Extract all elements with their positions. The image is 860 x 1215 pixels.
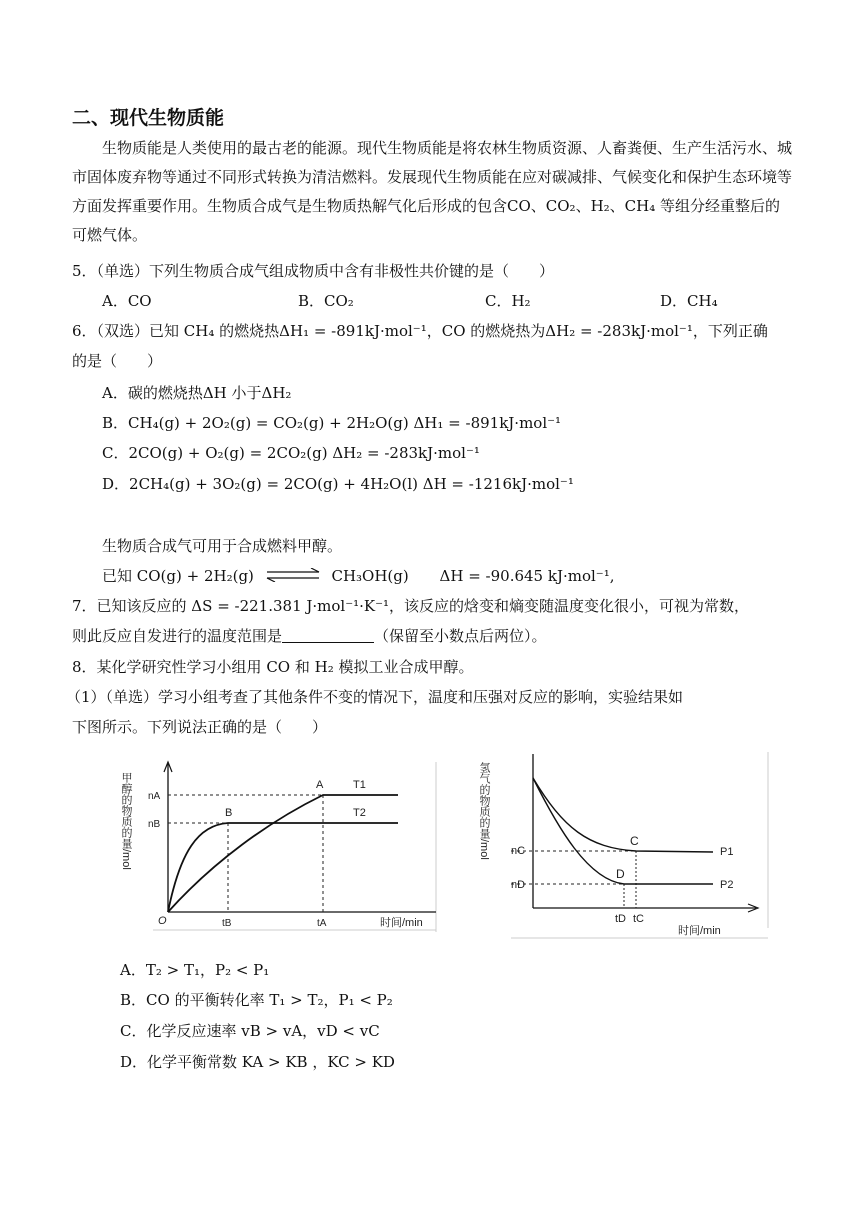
q5-option-d[interactable]: D．CH₄	[660, 292, 718, 310]
reaction-enthalpy: ΔH = -90.645 kJ·mol⁻¹,	[439, 567, 615, 585]
graph1-origin: O	[158, 915, 167, 927]
q5-option-c[interactable]: C．H₂	[485, 292, 531, 310]
intro-paragraph: 生物质能是人类使用的最古老的能源。现代生物质能是将农林生物质资源、人畜粪便、生产生活污水、城市固体废弃物等通过不同形式转换为清洁燃料。发展现代生物质能在应对碳减排、气候变化和保护生态环境等方面发挥重要作用。生物质合成气是生物质热解气化后形成的包含CO、CO₂、H₂、CH₄ 等组分经重整后的可燃气体。	[72, 139, 793, 244]
graph1-tick-ta: tA	[317, 918, 327, 929]
q6-option-c[interactable]: C．2CO(g) + O₂(g) = 2CO₂(g) ΔH₂ = -283kJ·mol⁻¹	[102, 444, 480, 462]
graph2-ylabel: 氢气的物质的量/mol	[478, 762, 490, 860]
graph1-tick-tb: tB	[222, 918, 232, 929]
q8-sub1-line2: 下图所示。下列说法正确的是（ ）	[72, 718, 328, 736]
graph1-label-t1: T1	[353, 779, 366, 791]
reaction-product: CH₃OH(g)	[331, 567, 409, 585]
q5-option-a[interactable]: A．CO	[102, 292, 152, 310]
q8-option-a[interactable]: A．T₂ > T₁，P₂ < P₁	[120, 961, 270, 979]
q7-answer-blank[interactable]	[282, 626, 374, 643]
q7-line2-post: （保留至小数点后两位）。	[374, 627, 547, 645]
graph2-tick-nd: nD	[511, 879, 526, 891]
q6-option-d[interactable]: D．2CH₄(g) + 3O₂(g) = 2CO(g) + 4H₂O(l) ΔH = -1216kJ·mol⁻¹	[102, 475, 574, 493]
graph1-point-a: A	[316, 779, 324, 791]
q7-line2-pre: 则此反应自发进行的温度范围是	[72, 627, 283, 645]
q6-option-b[interactable]: B．CH₄(g) + 2O₂(g) = CO₂(g) + 2H₂O(g) ΔH₁ = -891kJ·mol⁻¹	[102, 414, 562, 432]
q8-sub1-line1: （1）（单选）学习小组考查了其他条件不变的情况下，温度和压强对反应的影响，实验结果如	[66, 688, 684, 706]
graph1-ylabel: 甲醇的物质的量/mol	[120, 772, 132, 870]
graph2-tick-nc: nC	[511, 845, 526, 857]
graph2-point-d: D	[616, 867, 625, 881]
q6-option-a[interactable]: A．碳的燃烧热ΔH 小于ΔH₂	[102, 384, 292, 402]
q6-stem-line2: 的是（ ）	[72, 352, 163, 370]
q5-option-b[interactable]: B．CO₂	[298, 292, 354, 310]
graph2-label-p2: P2	[720, 879, 734, 891]
graph1-tick-nb: nB	[148, 819, 161, 830]
graph1-xlabel: 时间/min	[380, 917, 423, 929]
section-title: 二、现代生物质能	[72, 107, 225, 129]
graph2-xlabel: 时间/min	[678, 925, 721, 937]
graph2-tick-tc: tC	[633, 913, 644, 925]
q7-line2	[72, 623, 547, 649]
q8-option-b[interactable]: B．CO 的平衡转化率 T₁ > T₂，P₁ < P₂	[120, 991, 393, 1009]
graph2-tick-td: tD	[615, 913, 626, 925]
q8-option-d[interactable]: D．化学平衡常数 KA > KB ，KC > KD	[120, 1053, 395, 1071]
q5-stem: 5．（单选）下列生物质合成气组成物质中含有非极性共价键的是（ ）	[72, 262, 555, 280]
graph2-label-p1: P1	[720, 846, 734, 858]
equilibrium-arrow-icon	[263, 568, 323, 582]
q7-line1: 7．已知该反应的 ΔS = -221.381 J·mol⁻¹·K⁻¹，该反应的焓变和熵变随温度变化很小，可视为常数，	[72, 597, 750, 615]
q8-stem: 8．某化学研究性学习小组用 CO 和 H₂ 模拟工业合成甲醇。	[72, 658, 474, 676]
graph-hydrogen-vs-time	[478, 748, 783, 943]
q6-stem-line1: 6．（双选）已知 CH₄ 的燃烧热ΔH₁ = -891kJ·mol⁻¹，CO 的燃烧热为ΔH₂ = -283kJ·mol⁻¹，下列正确	[72, 322, 768, 340]
graph1-point-b: B	[225, 807, 233, 819]
reaction-equation	[102, 563, 614, 589]
q8-option-c[interactable]: C．化学反应速率 vB > vA，vD < vC	[120, 1022, 380, 1040]
reaction-reactants: 已知 CO(g) + 2H₂(g)	[102, 567, 254, 585]
graph-methanol-vs-time	[118, 752, 448, 937]
graph2-point-c: C	[630, 834, 639, 848]
graph1-tick-na: nA	[148, 791, 161, 802]
methanol-intro: 生物质合成气可用于合成燃料甲醇。	[102, 537, 343, 555]
graph1-label-t2: T2	[353, 807, 366, 819]
